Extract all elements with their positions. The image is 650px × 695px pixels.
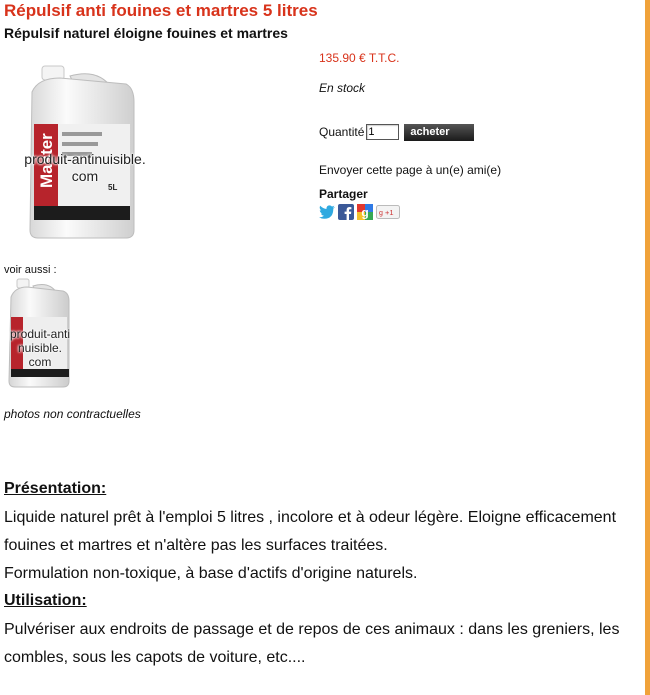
product-price: 135.90 € T.T.C. [319, 51, 400, 65]
product-title: Répulsif anti fouines et martres 5 litres [4, 1, 318, 20]
photos-disclaimer: photos non contractuelles [4, 407, 141, 421]
google-plus-one-label: +1 [385, 208, 394, 217]
google-icon[interactable] [357, 204, 373, 225]
google-plus-one-icon[interactable] [376, 205, 400, 224]
presentation-text: Liquide naturel prêt à l'emploi 5 litres , incolore et à odeur légère. Eloigne efficacement fouines et martres et n'altère pas les surfaces traitées. [4, 509, 617, 554]
quantity-label: Quantité [319, 125, 365, 139]
see-also-label: voir aussi : [4, 264, 57, 276]
thumb-watermark-line-2: nuisible. [17, 341, 63, 355]
presentation-heading: Présentation: [4, 480, 107, 497]
stock-status: En stock [319, 81, 366, 95]
product-image-watermark [10, 151, 160, 185]
usage-heading: Utilisation: [4, 592, 87, 609]
svg-text:g: g [379, 210, 383, 217]
presentation-text-2: Formulation non-toxique, à base d'actifs d'origine naturels. [4, 565, 418, 582]
share-icons [319, 204, 400, 225]
watermark-line-2: com [71, 168, 99, 184]
thumbnail-watermark [3, 327, 77, 369]
product-subtitle: Répulsif naturel éloigne fouines et martres [4, 25, 288, 41]
facebook-icon[interactable] [338, 204, 354, 225]
svg-text:g: g [361, 205, 369, 220]
twitter-icon[interactable] [319, 205, 335, 224]
quantity-row [319, 123, 474, 141]
product-volume-text: 5L [108, 183, 118, 192]
usage-text: Pulvériser aux endroits de passage et de repos de ces animaux : dans les greniers, les combles, sous les capots de voiture, etc.... [4, 621, 620, 666]
page-right-border [645, 0, 650, 695]
product-label-text: Master [37, 133, 56, 188]
send-to-friend-link[interactable]: Envoyer cette page à un(e) ami(e) [319, 163, 502, 177]
share-heading: Partager [319, 187, 368, 201]
buy-button[interactable]: acheter [404, 124, 474, 141]
watermark-line-1: produit-antinuisible. [24, 151, 146, 167]
thumb-watermark-line-3: com [28, 355, 52, 369]
thumb-watermark-line-1: produit-anti [9, 327, 71, 341]
quantity-input[interactable] [366, 124, 399, 140]
